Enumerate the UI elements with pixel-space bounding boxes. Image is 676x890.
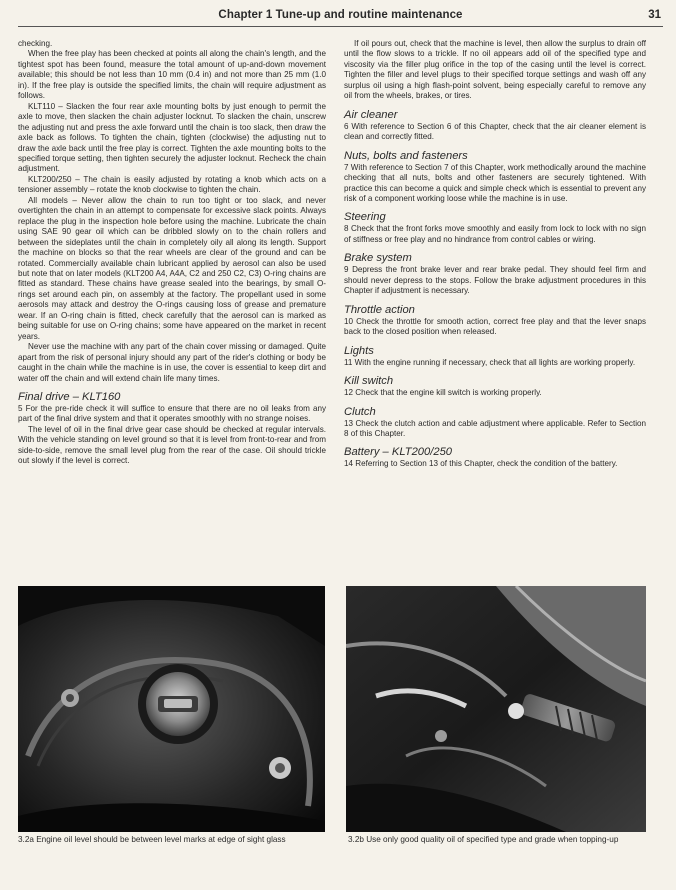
paragraph: 6 With reference to Section 6 of this Chapter, check that the air cleaner element is clean and correctly fitted. <box>344 121 646 142</box>
paragraph: checking. <box>18 39 53 48</box>
paragraph: KLT110 – Slacken the four rear axle mounting bolts by just enough to permit the axle to move, then slacken the chain adjuster locknut. To slacken the chain, unscrew the adjusting nut and press the axle forward until the chain is too slack, then draw the axle back as follows. To tighten the chain, tighten (clockwise) the adjusting nut to draw the axle back until the free play is correct. Tighten the axle mounting bolts to the specified torque setting, then tighten securely the adjuster locknut. Recheck the chain adjustment. <box>18 101 326 174</box>
section-heading-final-drive: Final drive – KLT160 <box>18 390 121 403</box>
paragraph: KLT200/250 – The chain is easily adjusted by rotating a knob which acts on a tensioner assembly – rotate the knob clockwise to tighten the chain. <box>18 174 326 195</box>
paragraph: All models – Never allow the chain to run too tight or too slack, and never overtighten the chain in an attempt to compensate for excessive slack points. Always replace the plug in the inspection hole before using the machine. Lubricate the chain using SAE 90 gear oil which can be dribbled slowly on to the chain rollers and between the sideplates until the chain in completely oily all along its length. Support the machine on blocks so that the rear wheels are clear of the ground and can be rotated. Commercially available chain lubricant applied by aerosol can also be used but note that on later models (KLT200 A4, A4A, C2 and 250 C2, C3) O-ring chains are fitted as standard. These chains have grease sealed into the bearings, by small O-rings set around each pin, on assembly at the factory. The propellant used in some aerosols may attack and destroy the O-rings causing loss of grease and premature wear. If an O-ring chain is fitted, check carefully that the aerosol can is marked as being suitable for use on O-ring chains; some have appeared on the market in recent years. <box>18 195 326 341</box>
section-heading-clutch: Clutch <box>344 405 376 418</box>
oil-topping-up-photo <box>346 586 646 832</box>
section-heading-steering: Steering <box>344 211 386 224</box>
engine-oil-sight-glass-photo <box>18 586 325 832</box>
figure-caption-3-2a: 3.2a Engine oil level should be between level marks at edge of sight glass <box>18 835 286 844</box>
paragraph: If oil pours out, check that the machine is level, then allow the surplus to drain off until the flow slows to a trickle. If no oil appears add oil of the specified type and viscosity via the filler plug orifice in the top of the casing until the level is correct. Tighten the filler and level plugs to their specified torque settings and wash off any surplus oil using a high flash-point solvent, being especially careful to remove any oil from the wheels, brakes, or tires. <box>344 39 646 101</box>
paragraph: 12 Check that the engine kill switch is working properly. <box>344 388 542 398</box>
paragraph: 5 For the pre-ride check it will suffice to ensure that there are no oil leaks from any part of the final drive system and that it operates smoothly with no strange noises. <box>18 403 326 424</box>
section-heading-nuts-bolts: Nuts, bolts and fasteners <box>344 149 468 162</box>
paragraph: When the free play has been checked at points all along the chain's length, and the tightest spot has been found, measure the total amount of up-and-down movement available; this should be not less than 10 mm (0.4 in) and not more than 25 mm (1.0 in). If the free play is outside the specified limits, the chain will require adjustment as follows. <box>18 49 326 101</box>
paragraph: Never use the machine with any part of the chain cover missing or damaged. Quite apart from the risk of personal injury should any part of the rider's clothing or body be caught in the chain while the machine is in use, the cover is essential to keep dirt and water off the chain and will extend chain life many times. <box>18 342 326 383</box>
section-heading-brake-system: Brake system <box>344 252 412 265</box>
page-number: 31 <box>648 9 661 21</box>
figure-caption-3-2b: 3.2b Use only good quality oil of specified type and grade when topping-up <box>348 835 619 844</box>
right-column <box>344 39 646 470</box>
left-column <box>18 39 326 467</box>
paragraph: 8 Check that the front forks move smoothly and easily from lock to lock with no sign of stiffness or free play and no hindrance from control cables or wiring. <box>344 224 646 244</box>
section-heading-throttle: Throttle action <box>344 303 415 316</box>
section-heading-battery: Battery – KLT200/250 <box>344 446 453 459</box>
paragraph: 14 Referring to Section 13 of this Chapter, check the condition of the battery. <box>344 459 618 469</box>
paragraph: 7 With reference to Section 7 of this Chapter, work methodically around the machine checking that all nuts, bolts and other fasteners are securely tightened. With practice this can become a quick and simple check which is essential to prevent any risk of a component working loose while the machine is in use. <box>344 162 646 203</box>
section-heading-lights: Lights <box>344 344 374 357</box>
chapter-title: Chapter 1 Tune-up and routine maintenance <box>218 9 463 21</box>
section-heading-air-cleaner: Air cleaner <box>344 108 398 121</box>
paragraph: 13 Check the clutch action and cable adjustment where applicable. Refer to Section 8 of this Chapter. <box>344 418 646 438</box>
page-header <box>18 8 663 27</box>
section-heading-kill-switch: Kill switch <box>344 375 394 388</box>
paragraph: 11 With the engine running if necessary, check that all lights are working properly. <box>344 357 636 367</box>
paragraph: 10 Check the throttle for smooth action, correct free play and that the lever snaps back to the closed position when released. <box>344 316 646 337</box>
paragraph: 9 Depress the front brake lever and rear brake pedal. They should feel firm and should never depress to the stops. Follow the brake adjustment procedures in this Chapter if adjustment is necessary. <box>344 265 646 296</box>
paragraph: The level of oil in the final drive gear case should be checked at regular intervals. With the vehicle standing on level ground so that it is level from front-to-rear and from side-to-side, remove the small level plug from the rear of the case. Oil should trickle out slowly if the level is correct. <box>18 424 326 466</box>
